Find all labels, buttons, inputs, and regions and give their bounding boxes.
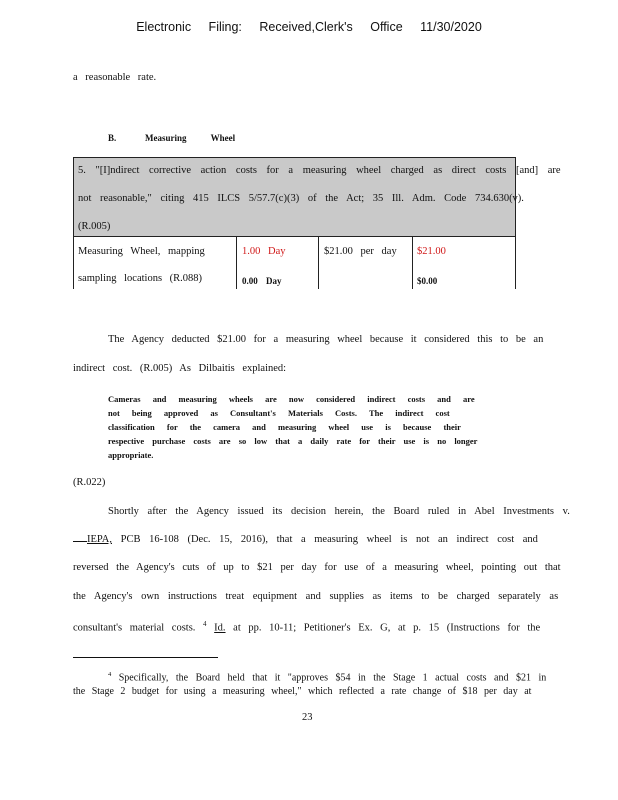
paragraph-2-line-2-rest: PCB 16-108 (Dec. 15, 2016), that a measuring wheel is not an indirect cost and xyxy=(120,534,538,545)
footnote-text-1: Specifically, the Board held that it "approves $54 in the Stage 1 actual costs and $21 in xyxy=(118,672,547,684)
quote-line-3: classification for the camera and measuring wheel use is because their xyxy=(108,422,461,432)
quote-line-1: Cameras and measuring wheels are now considered indirect costs and are xyxy=(108,394,475,404)
paragraph-2-line-4: the Agency's own instructions treat equipment and supplies as items to be charged separately as xyxy=(73,591,559,602)
column-divider xyxy=(318,237,319,289)
paragraph-1-line-1: The Agency deducted $21.00 for a measuring wheel because it considered this to be an xyxy=(108,334,544,345)
top-line: a reasonable rate. xyxy=(73,72,157,83)
page-number: 23 xyxy=(302,712,313,723)
column-divider xyxy=(236,237,237,289)
section-letter: B. xyxy=(108,133,117,143)
filing-header: Electronic Filing: Received,Clerk's Office 11/30/2020 xyxy=(136,20,482,34)
quote-line-5: appropriate. xyxy=(108,450,154,460)
quote-line-2: not being approved as Consultant's Materials Costs. The indirect cost xyxy=(108,408,450,418)
footnote-separator xyxy=(73,657,218,658)
table-header-line-1: 5. "[I]ndirect corrective action costs for a measuring wheel charged as direct costs [and] are xyxy=(78,165,561,176)
row-item-line-1: Measuring Wheel, mapping xyxy=(78,246,205,257)
qty-requested: 1.00 Day xyxy=(242,246,286,257)
total-approved: $0.00 xyxy=(417,276,438,286)
id-citation: Id. xyxy=(214,622,226,634)
footnote-line-2: the Stage 2 budget for using a measuring wheel," which reflected a rate change of $18 per day at xyxy=(73,686,532,697)
quote-line-4: respective purchase costs are so low that a daily rate for their use is no longer xyxy=(108,436,478,446)
table-header-line-3: (R.005) xyxy=(78,221,111,232)
paragraph-2-line-2 xyxy=(73,534,538,545)
paragraph-1-line-2: indirect cost. (R.005) As Dilbaitis explained: xyxy=(73,363,287,374)
total-requested: $21.00 xyxy=(417,246,446,257)
column-divider xyxy=(412,237,413,289)
row-item-line-2: sampling locations (R.088) xyxy=(78,273,203,284)
rate: $21.00 per day xyxy=(324,246,397,257)
paragraph-2-line-1: Shortly after the Agency issued its decision herein, the Board ruled in Abel Investments v. xyxy=(108,506,570,517)
footnote-mark: 4 xyxy=(108,671,112,678)
case-name: IEPA, xyxy=(87,534,112,545)
quote-citation: (R.022) xyxy=(73,477,106,488)
paragraph-2-line-5-rest: at pp. 10-11; Petitioner's Ex. G, at p. 15 (Instructions for the xyxy=(233,622,541,634)
paragraph-2-line-3: reversed the Agency's cuts of up to $21 per day for use of a measuring wheel, pointing out that xyxy=(73,562,561,573)
qty-approved: 0.00 Day xyxy=(242,276,282,286)
footnote-line-1 xyxy=(108,671,546,683)
section-title: Measuring Wheel xyxy=(145,133,236,143)
paragraph-2-line-5-start: consultant's material costs. xyxy=(73,622,196,634)
table-header-line-2: not reasonable," citing 415 ILCS 5/57.7(c)(3) of the Act; 35 Ill. Adm. Code 734.630(v). xyxy=(78,193,524,204)
footnote-reference[interactable]: 4 xyxy=(203,620,207,628)
paragraph-2-line-5 xyxy=(73,620,540,634)
